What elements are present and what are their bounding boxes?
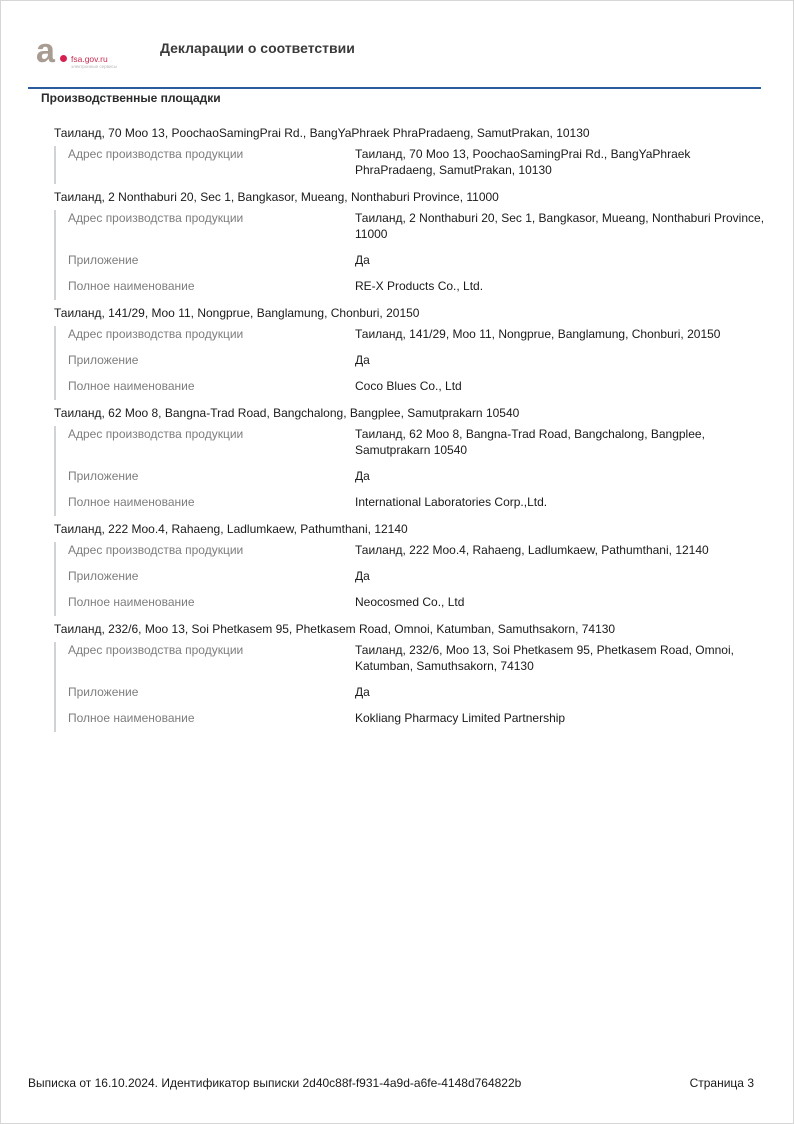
- detail-row-appendix: [68, 252, 774, 278]
- detail-value: International Laboratories Corp.,Ltd.: [355, 495, 548, 509]
- detail-row-address: [68, 210, 774, 252]
- detail-row-appendix: [68, 468, 774, 494]
- detail-value: Таиланд, 141/29, Moo 11, Nongprue, Banglamung, Chonburi, 20150: [355, 327, 721, 341]
- extract-identifier: Выписка от 16.10.2024. Идентификатор выписки 2d40c88f-f931-4a9d-a6fe-4148d764822b: [28, 1076, 522, 1090]
- production-site: [54, 126, 774, 184]
- detail-row-address: [68, 426, 774, 468]
- detail-row-appendix: [68, 352, 774, 378]
- fsa-logo[interactable]: [36, 34, 136, 74]
- production-site: [54, 190, 774, 300]
- detail-label: Приложение: [68, 253, 139, 267]
- detail-row-full-name: [68, 378, 774, 400]
- detail-label: Адрес производства продукции: [68, 147, 244, 161]
- detail-row-address: [68, 642, 774, 684]
- detail-label: Приложение: [68, 569, 139, 583]
- site-details: [54, 326, 774, 400]
- detail-label: Приложение: [68, 469, 139, 483]
- detail-value: Таиланд, 2 Nonthaburi 20, Sec 1, Bangkasor, Mueang, Nonthaburi Province, 11000: [355, 211, 765, 241]
- detail-label: Адрес производства продукции: [68, 643, 244, 657]
- production-site: [54, 406, 774, 516]
- detail-value: Таиланд, 62 Moo 8, Bangna-Trad Road, Bangchalong, Bangplee, Samutprakarn 10540: [355, 427, 705, 457]
- page-number: Страница 3: [689, 1076, 754, 1090]
- detail-label: Приложение: [68, 685, 139, 699]
- detail-value: Да: [355, 569, 370, 583]
- detail-label: Полное наименование: [68, 595, 195, 609]
- site-details: [54, 542, 774, 616]
- site-heading: Таиланд, 2 Nonthaburi 20, Sec 1, Bangkasor, Mueang, Nonthaburi Province, 11000: [54, 190, 499, 204]
- logo-dot-icon: [60, 55, 67, 62]
- detail-row-address: [68, 326, 774, 352]
- detail-label: Приложение: [68, 353, 139, 367]
- detail-value: Таиланд, 70 Moo 13, PoochaoSamingPrai Rd., BangYaPhraek PhraPradaeng, SamutPrakan, 10130: [355, 147, 691, 177]
- detail-label: Адрес производства продукции: [68, 543, 244, 557]
- detail-row-full-name: [68, 594, 774, 616]
- logo-tagline: электронные сервисы: [71, 64, 118, 69]
- site-details: [54, 210, 774, 300]
- header-divider: [28, 87, 761, 89]
- detail-row-appendix: [68, 684, 774, 710]
- production-site: [54, 622, 774, 732]
- site-heading: Таиланд, 70 Moo 13, PoochaoSamingPrai Rd., BangYaPhraek PhraPradaeng, SamutPrakan, 10130: [54, 126, 590, 140]
- site-heading: Таиланд, 62 Moo 8, Bangna-Trad Road, Bangchalong, Bangplee, Samutprakarn 10540: [54, 406, 520, 420]
- detail-value: Да: [355, 685, 370, 699]
- detail-value: Да: [355, 469, 370, 483]
- detail-value: Да: [355, 253, 370, 267]
- detail-row-address: [68, 146, 774, 184]
- detail-label: Адрес производства продукции: [68, 327, 244, 341]
- detail-label: Полное наименование: [68, 711, 195, 725]
- logo-a-icon: a: [36, 32, 55, 70]
- section-title: Производственные площадки: [41, 91, 221, 105]
- detail-value: RE-X Products Co., Ltd.: [355, 279, 484, 293]
- detail-label: Полное наименование: [68, 379, 195, 393]
- site-details: [54, 146, 774, 184]
- detail-value: Neocosmed Co., Ltd: [355, 595, 465, 609]
- site-heading: Таиланд, 232/6, Moo 13, Soi Phetkasem 95, Phetkasem Road, Omnoi, Katumban, Samuthsakorn, 74130: [54, 622, 616, 636]
- production-sites-list: [54, 126, 774, 738]
- detail-value: Таиланд, 222 Moo.4, Rahaeng, Ladlumkaew, Pathumthani, 12140: [355, 543, 709, 557]
- detail-label: Адрес производства продукции: [68, 211, 244, 225]
- site-heading: Таиланд, 141/29, Moo 11, Nongprue, Banglamung, Chonburi, 20150: [54, 306, 420, 320]
- detail-value: Да: [355, 353, 370, 367]
- page-header: [36, 34, 762, 86]
- detail-row-full-name: [68, 494, 774, 516]
- site-heading: Таиланд, 222 Moo.4, Rahaeng, Ladlumkaew, Pathumthani, 12140: [54, 522, 408, 536]
- logo-site: fsa.gov.ru: [71, 54, 108, 64]
- site-details: [54, 426, 774, 516]
- production-site: [54, 522, 774, 616]
- detail-row-address: [68, 542, 774, 568]
- document-title: Декларации о соответствии: [160, 40, 355, 56]
- site-details: [54, 642, 774, 732]
- detail-row-full-name: [68, 710, 774, 732]
- detail-value: Coco Blues Co., Ltd: [355, 379, 462, 393]
- detail-value: Kokliang Pharmacy Limited Partnership: [355, 711, 566, 725]
- detail-value: Таиланд, 232/6, Moo 13, Soi Phetkasem 95, Phetkasem Road, Omnoi, Katumban, Samuthsakorn, 74130: [355, 643, 734, 673]
- detail-row-appendix: [68, 568, 774, 594]
- detail-label: Полное наименование: [68, 495, 195, 509]
- detail-row-full-name: [68, 278, 774, 300]
- production-site: [54, 306, 774, 400]
- detail-label: Адрес производства продукции: [68, 427, 244, 441]
- detail-label: Полное наименование: [68, 279, 195, 293]
